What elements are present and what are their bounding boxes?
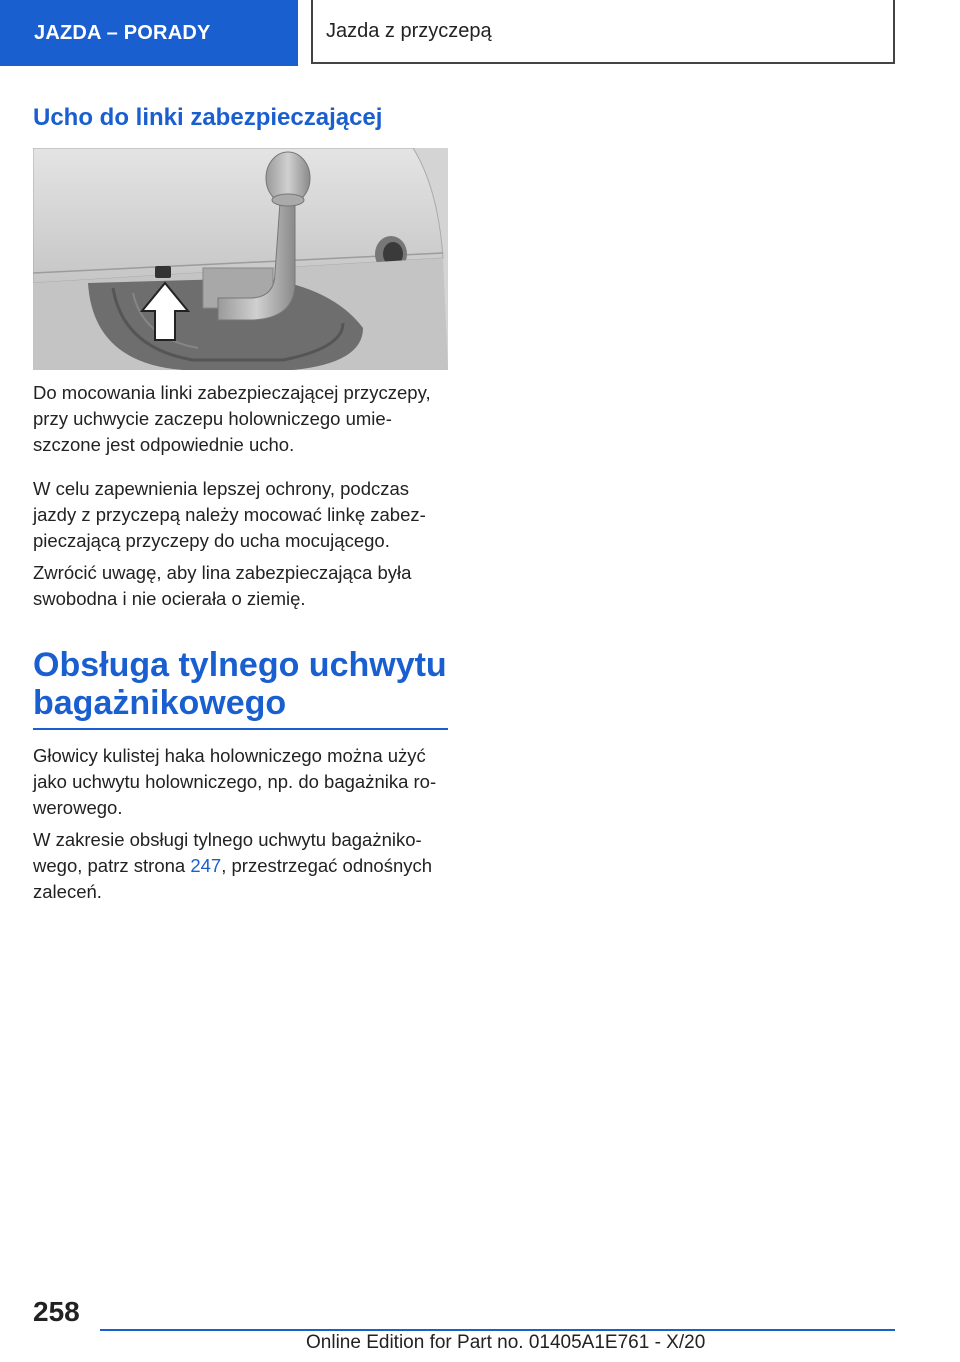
section-title-rear-carrier: Obsługa tylnego uchwytu bagażnikowego <box>33 646 448 730</box>
reference-text-before: W zakresie obsługi tylnego uchwytu bagażniko‐ wego, patrz strona <box>33 829 422 876</box>
section-title: Ucho do linki zabezpieczającej <box>33 104 383 131</box>
paragraph-cable-note: Zwrócić uwagę, aby lina zabezpieczająca była swobodna i nie ocierała o ziemię. <box>33 562 412 609</box>
reference-text-after: , przestrzegać odnośnych zaleceń. <box>33 855 433 902</box>
page-reference-link[interactable]: 247 <box>190 855 222 876</box>
page-number: 258 <box>33 1296 80 1327</box>
footer-divider <box>100 1329 895 1331</box>
chapter-title: JAZDA – PORADY <box>34 21 211 44</box>
section-header-title: Jazda z przyczepą <box>326 19 492 42</box>
footer-edition: Online Edition for Part no. 01405A1E761 - X/20 <box>306 1332 706 1353</box>
tow-hitch-figure <box>33 148 448 370</box>
section-header <box>311 0 895 64</box>
paragraph-eyelet-info: Do mocowania linki zabezpieczającej przyczepy, przy uchwycie zaczepu holowniczego umie‐ szczone jest odpowiednie ucho. <box>33 382 431 455</box>
paragraph-ball-head: Głowicy kulistej haka holowniczego można użyć jako uchwytu holowniczego, np. do bagażnika ro‐ werowego. <box>33 745 437 818</box>
chapter-tab[interactable] <box>0 0 298 66</box>
tow-hitch-eye-illustration-icon <box>33 148 448 370</box>
paragraph-protection: W celu zapewnienia lepszej ochrony, podczas jazdy z przyczepą należy mocować linkę zabez‐ pieczającą przyczepy do ucha mocującego. <box>33 478 426 551</box>
paragraph-carrier-reference <box>33 827 453 905</box>
